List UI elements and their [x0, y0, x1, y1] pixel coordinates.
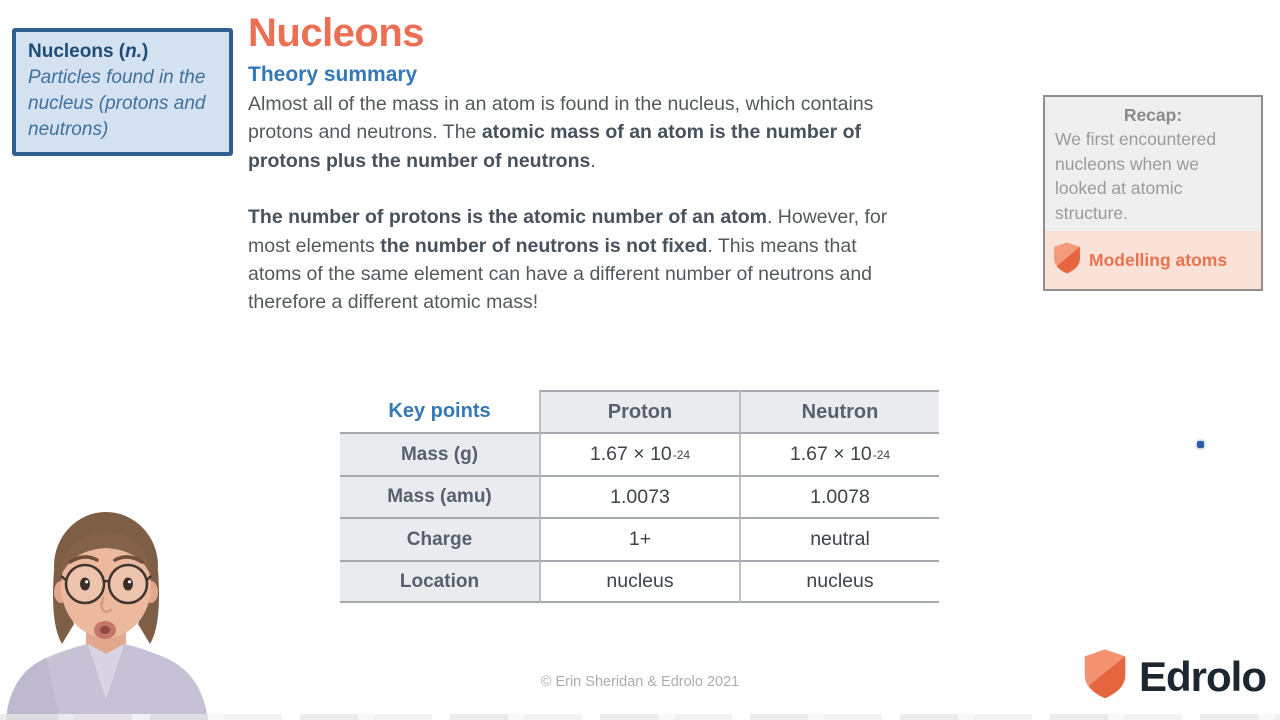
- edrolo-logo: [1083, 648, 1266, 705]
- cursor-dot[interactable]: [1197, 441, 1204, 448]
- recap-body: We first encountered nucleons when we looked at atomic structure.: [1055, 129, 1217, 223]
- shield-icon: [1053, 241, 1081, 280]
- copyright-text: © Erin Sheridan & Edrolo 2021: [540, 674, 740, 690]
- table-cell: nucleus: [739, 560, 939, 603]
- recap-link-label: Modelling atoms: [1089, 249, 1228, 270]
- table-cell: neutral: [739, 517, 939, 560]
- taskbar-edge: [0, 714, 1280, 720]
- page-title: Nucleons: [248, 11, 425, 55]
- table-cell: 1.67 × 10 -24: [539, 432, 739, 475]
- table-cell: 1.0073: [539, 475, 739, 517]
- table-header-neutron: Neutron: [739, 390, 939, 432]
- table-row-label: Mass (amu): [340, 475, 539, 517]
- edrolo-wordmark: Edrolo: [1139, 652, 1266, 700]
- section-subtitle: Theory summary: [248, 63, 418, 86]
- theory-paragraph: The number of protons is the atomic number of an atom. However, for most elements the number of neutrons is not fixed. This means that atoms of the same element can have a different number of neutrons and therefore a different atomic mass!: [248, 206, 888, 314]
- recap-link-modelling-atoms[interactable]: [1045, 231, 1261, 289]
- table-corner-label: Key points: [340, 390, 539, 432]
- table-cell: 1.67 × 10 -24: [739, 432, 939, 475]
- definition-box: [12, 28, 233, 156]
- table-row-label: Location: [340, 560, 539, 603]
- key-points-table: [340, 390, 939, 603]
- edrolo-shield-icon: [1083, 648, 1127, 705]
- table-row-label: Charge: [340, 517, 539, 560]
- definition-term: Nucleons (n.): [28, 41, 149, 62]
- theory-text: [248, 90, 1038, 345]
- table-cell: 1.0078: [739, 475, 939, 517]
- presenter-webcam: [0, 504, 218, 720]
- definition-text: Particles found in the nucleus (protons and neutrons): [28, 67, 206, 140]
- recap-title: Recap:: [1123, 105, 1183, 125]
- table-cell: nucleus: [539, 560, 739, 603]
- table-row-label: Mass (g): [340, 432, 539, 475]
- theory-paragraph: Almost all of the mass in an atom is found in the nucleus, which contains protons and neutrons. The atomic mass of an atom is the number of protons plus the number of neutrons.: [248, 93, 874, 172]
- table-header-proton: Proton: [539, 390, 739, 432]
- recap-box: [1043, 95, 1263, 291]
- table-cell: 1+: [539, 517, 739, 560]
